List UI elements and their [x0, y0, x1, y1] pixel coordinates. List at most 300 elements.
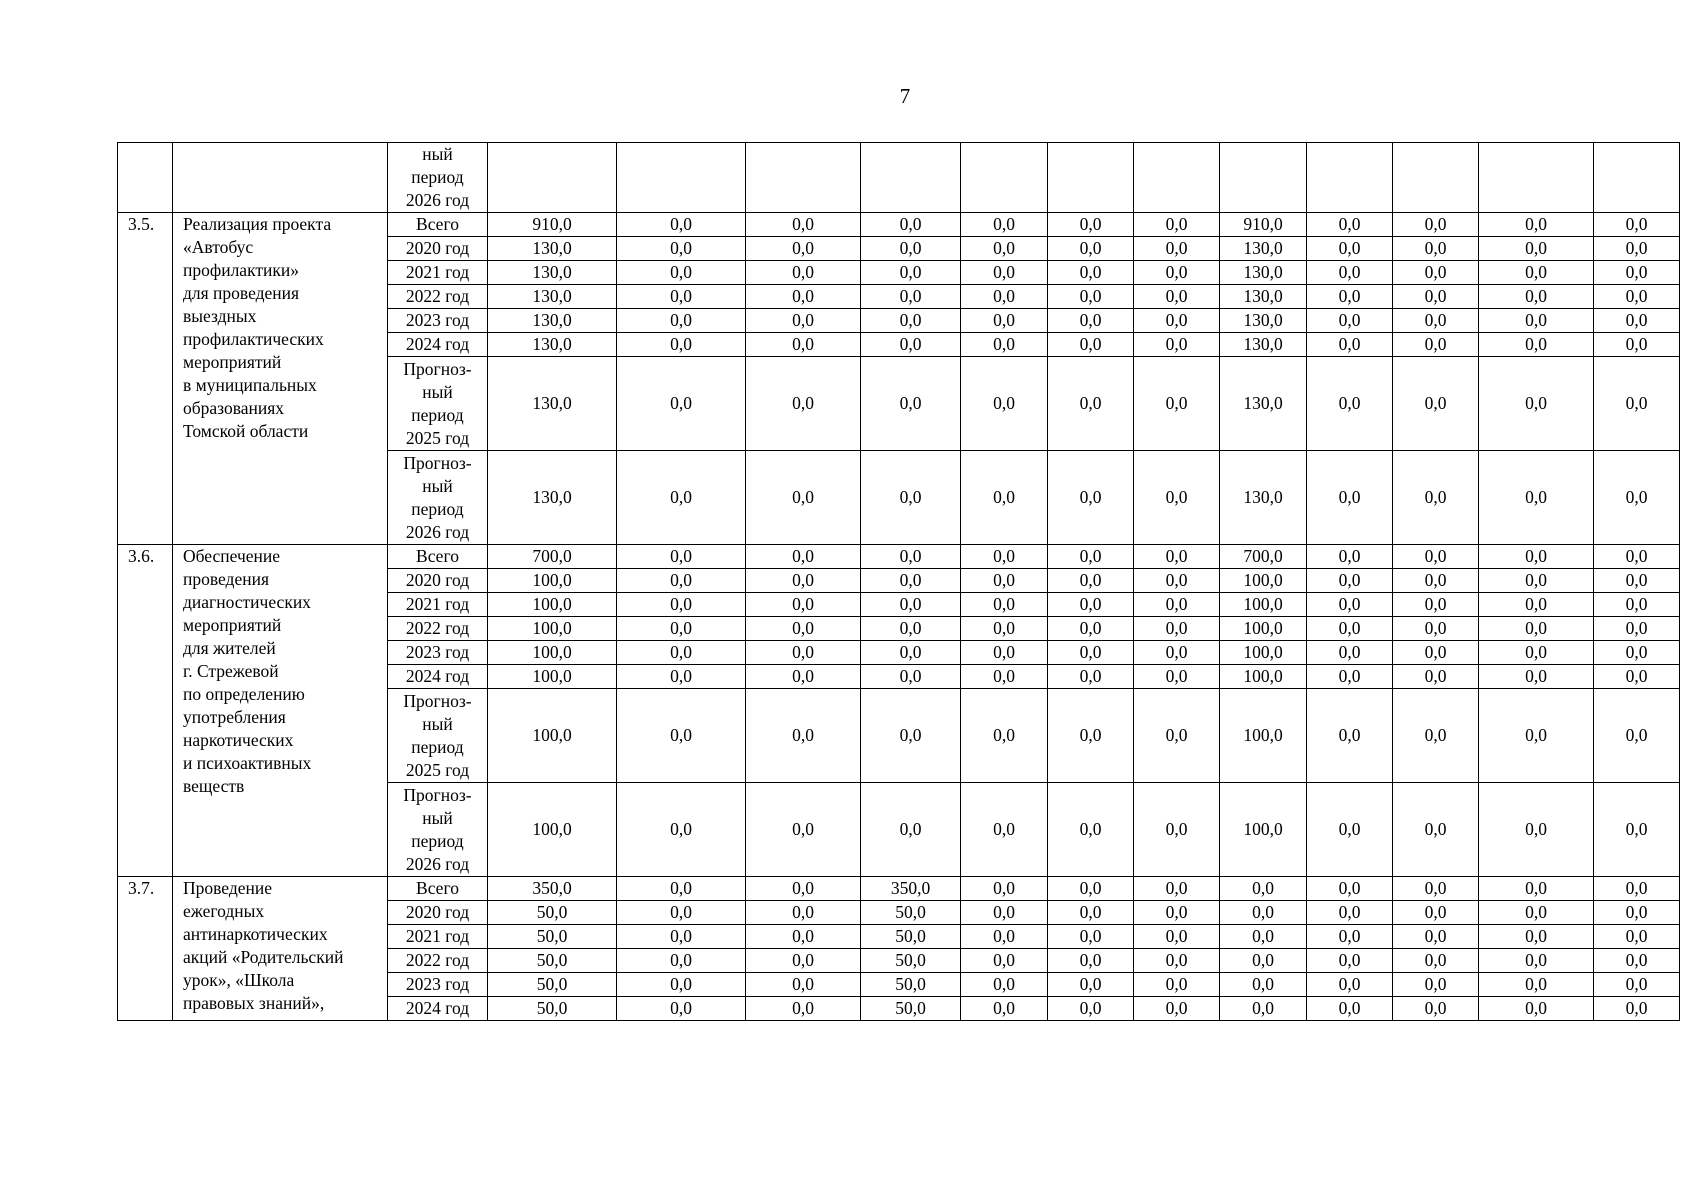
- value-cell: 0,0: [1479, 545, 1594, 569]
- value-cell: 0,0: [1594, 237, 1680, 261]
- value-cell: 0,0: [1220, 877, 1307, 901]
- value-cell: 0,0: [1479, 783, 1594, 877]
- value-cell: 0,0: [1048, 309, 1134, 333]
- value-cell: 0,0: [1048, 901, 1134, 925]
- value-cell: 0,0: [617, 357, 746, 451]
- value-cell: 50,0: [861, 997, 961, 1021]
- value-cell: 0,0: [861, 309, 961, 333]
- value-cell: 0,0: [1134, 877, 1220, 901]
- value-cell: 130,0: [1220, 309, 1307, 333]
- value-cell: 0,0: [1048, 261, 1134, 285]
- value-cell: 0,0: [746, 901, 861, 925]
- empty-cell: [746, 143, 861, 213]
- value-cell: 0,0: [746, 593, 861, 617]
- value-cell: 0,0: [1048, 783, 1134, 877]
- period-cell: 2021 год: [388, 593, 488, 617]
- empty-cell: [617, 143, 746, 213]
- value-cell: 100,0: [488, 569, 617, 593]
- value-cell: 0,0: [1479, 617, 1594, 641]
- value-cell: 0,0: [861, 665, 961, 689]
- value-cell: 0,0: [1307, 451, 1393, 545]
- value-cell: 0,0: [617, 569, 746, 593]
- value-cell: 100,0: [1220, 617, 1307, 641]
- value-cell: 0,0: [961, 237, 1048, 261]
- value-cell: 0,0: [961, 545, 1048, 569]
- value-cell: 0,0: [1479, 925, 1594, 949]
- value-cell: 0,0: [1594, 451, 1680, 545]
- value-cell: 50,0: [861, 973, 961, 997]
- value-cell: 0,0: [1307, 783, 1393, 877]
- value-cell: 0,0: [1594, 617, 1680, 641]
- value-cell: 0,0: [746, 213, 861, 237]
- value-cell: 130,0: [488, 451, 617, 545]
- value-cell: 0,0: [1307, 997, 1393, 1021]
- period-cell: 2022 год: [388, 949, 488, 973]
- table-row: [118, 545, 1680, 569]
- value-cell: 350,0: [861, 877, 961, 901]
- value-cell: 0,0: [617, 285, 746, 309]
- value-cell: 0,0: [1393, 357, 1479, 451]
- value-cell: 0,0: [746, 641, 861, 665]
- period-cell: 2023 год: [388, 641, 488, 665]
- value-cell: 0,0: [1594, 997, 1680, 1021]
- value-cell: 0,0: [1393, 925, 1479, 949]
- value-cell: 100,0: [1220, 689, 1307, 783]
- value-cell: 0,0: [1594, 545, 1680, 569]
- value-cell: 0,0: [961, 925, 1048, 949]
- period-cell: 2020 год: [388, 237, 488, 261]
- value-cell: 0,0: [1594, 569, 1680, 593]
- continuation-num-cell: [118, 143, 173, 213]
- value-cell: 0,0: [1048, 545, 1134, 569]
- value-cell: 0,0: [961, 901, 1048, 925]
- value-cell: 0,0: [1594, 285, 1680, 309]
- value-cell: 0,0: [961, 689, 1048, 783]
- value-cell: 0,0: [961, 213, 1048, 237]
- value-cell: 0,0: [861, 237, 961, 261]
- period-cell: Всего: [388, 877, 488, 901]
- value-cell: 0,0: [1307, 877, 1393, 901]
- value-cell: 0,0: [1134, 617, 1220, 641]
- value-cell: 0,0: [746, 237, 861, 261]
- continuation-row: [118, 143, 1680, 213]
- continuation-name-cell: [173, 143, 388, 213]
- value-cell: 0,0: [1220, 997, 1307, 1021]
- empty-cell: [1594, 143, 1680, 213]
- value-cell: 0,0: [1048, 593, 1134, 617]
- section-name: Реализация проекта «Автобус профилактики» для проведения выездных профилактических мероприятий в муниципальных образованиях Томской области: [173, 213, 388, 545]
- value-cell: 0,0: [617, 261, 746, 285]
- value-cell: 0,0: [1307, 261, 1393, 285]
- value-cell: 0,0: [1479, 309, 1594, 333]
- value-cell: 0,0: [1393, 593, 1479, 617]
- value-cell: 0,0: [861, 593, 961, 617]
- period-cell: 2024 год: [388, 333, 488, 357]
- value-cell: 0,0: [746, 949, 861, 973]
- value-cell: 130,0: [488, 261, 617, 285]
- value-cell: 0,0: [1594, 213, 1680, 237]
- value-cell: 0,0: [1594, 665, 1680, 689]
- value-cell: 0,0: [617, 665, 746, 689]
- value-cell: 0,0: [1134, 997, 1220, 1021]
- value-cell: 0,0: [1393, 949, 1479, 973]
- value-cell: 0,0: [1594, 261, 1680, 285]
- value-cell: 0,0: [1393, 285, 1479, 309]
- value-cell: 0,0: [861, 357, 961, 451]
- value-cell: 0,0: [746, 333, 861, 357]
- value-cell: 0,0: [1307, 949, 1393, 973]
- value-cell: 50,0: [488, 973, 617, 997]
- value-cell: 130,0: [1220, 357, 1307, 451]
- period-cell: Всего: [388, 545, 488, 569]
- value-cell: 0,0: [1594, 309, 1680, 333]
- value-cell: 0,0: [617, 593, 746, 617]
- value-cell: 0,0: [1393, 973, 1479, 997]
- value-cell: 0,0: [1479, 877, 1594, 901]
- value-cell: 50,0: [488, 925, 617, 949]
- value-cell: 0,0: [1594, 949, 1680, 973]
- value-cell: 0,0: [961, 309, 1048, 333]
- value-cell: 0,0: [1393, 545, 1479, 569]
- value-cell: 0,0: [1134, 569, 1220, 593]
- value-cell: 0,0: [1048, 997, 1134, 1021]
- value-cell: 50,0: [488, 949, 617, 973]
- value-cell: 0,0: [1220, 973, 1307, 997]
- value-cell: 0,0: [861, 641, 961, 665]
- value-cell: 0,0: [861, 783, 961, 877]
- period-cell: 2022 год: [388, 617, 488, 641]
- value-cell: 0,0: [1393, 309, 1479, 333]
- value-cell: 0,0: [1134, 949, 1220, 973]
- value-cell: 0,0: [1307, 213, 1393, 237]
- value-cell: 0,0: [617, 997, 746, 1021]
- value-cell: 0,0: [1479, 901, 1594, 925]
- value-cell: 130,0: [1220, 451, 1307, 545]
- value-cell: 0,0: [1479, 451, 1594, 545]
- value-cell: 0,0: [861, 285, 961, 309]
- table-row: [118, 213, 1680, 237]
- value-cell: 0,0: [1307, 357, 1393, 451]
- value-cell: 0,0: [746, 877, 861, 901]
- empty-cell: [961, 143, 1048, 213]
- value-cell: 0,0: [1048, 949, 1134, 973]
- value-cell: 50,0: [488, 997, 617, 1021]
- period-cell: 2024 год: [388, 665, 488, 689]
- value-cell: 0,0: [1393, 569, 1479, 593]
- value-cell: 0,0: [1393, 901, 1479, 925]
- value-cell: 0,0: [1048, 451, 1134, 545]
- value-cell: 100,0: [1220, 569, 1307, 593]
- period-cell: 2023 год: [388, 309, 488, 333]
- value-cell: 0,0: [746, 617, 861, 641]
- value-cell: 0,0: [861, 451, 961, 545]
- value-cell: 0,0: [1048, 213, 1134, 237]
- value-cell: 130,0: [488, 285, 617, 309]
- period-cell: Всего: [388, 213, 488, 237]
- value-cell: 130,0: [1220, 237, 1307, 261]
- value-cell: 130,0: [1220, 285, 1307, 309]
- value-cell: 0,0: [1307, 973, 1393, 997]
- value-cell: 0,0: [1048, 689, 1134, 783]
- value-cell: 0,0: [746, 783, 861, 877]
- value-cell: 0,0: [746, 357, 861, 451]
- value-cell: 0,0: [961, 783, 1048, 877]
- value-cell: 0,0: [961, 949, 1048, 973]
- value-cell: 100,0: [1220, 665, 1307, 689]
- value-cell: 0,0: [961, 261, 1048, 285]
- value-cell: 0,0: [617, 617, 746, 641]
- period-cell: 2024 год: [388, 997, 488, 1021]
- value-cell: 0,0: [1048, 925, 1134, 949]
- period-cell: Прогноз- ный период 2026 год: [388, 451, 488, 545]
- continuation-period-cell: ный период 2026 год: [388, 143, 488, 213]
- value-cell: 0,0: [1479, 285, 1594, 309]
- value-cell: 0,0: [617, 309, 746, 333]
- value-cell: 0,0: [1479, 973, 1594, 997]
- value-cell: 0,0: [1048, 665, 1134, 689]
- value-cell: 0,0: [1134, 309, 1220, 333]
- section-name: Обеспечение проведения диагностических мероприятий для жителей г. Стрежевой по определению употребления наркотических и психоактивных веществ: [173, 545, 388, 877]
- value-cell: 0,0: [1307, 925, 1393, 949]
- value-cell: 0,0: [1393, 261, 1479, 285]
- period-cell: Прогноз- ный период 2026 год: [388, 783, 488, 877]
- page-number: 7: [899, 84, 911, 108]
- value-cell: 0,0: [1393, 213, 1479, 237]
- value-cell: 0,0: [1594, 689, 1680, 783]
- value-cell: 0,0: [746, 689, 861, 783]
- value-cell: 0,0: [1307, 617, 1393, 641]
- value-cell: 0,0: [1048, 333, 1134, 357]
- section-number: 3.5.: [118, 213, 173, 545]
- value-cell: 0,0: [1307, 237, 1393, 261]
- value-cell: 910,0: [1220, 213, 1307, 237]
- value-cell: 0,0: [961, 877, 1048, 901]
- value-cell: 0,0: [617, 925, 746, 949]
- value-cell: 0,0: [861, 333, 961, 357]
- period-cell: Прогноз- ный период 2025 год: [388, 357, 488, 451]
- value-cell: 0,0: [746, 261, 861, 285]
- value-cell: 0,0: [1134, 665, 1220, 689]
- value-cell: 0,0: [746, 569, 861, 593]
- table-row: [118, 877, 1680, 901]
- value-cell: 0,0: [1048, 973, 1134, 997]
- period-cell: 2022 год: [388, 285, 488, 309]
- value-cell: 0,0: [1220, 949, 1307, 973]
- value-cell: 0,0: [1479, 237, 1594, 261]
- value-cell: 100,0: [488, 783, 617, 877]
- value-cell: 0,0: [961, 641, 1048, 665]
- value-cell: 0,0: [861, 569, 961, 593]
- value-cell: 0,0: [617, 783, 746, 877]
- period-cell: 2020 год: [388, 901, 488, 925]
- value-cell: 0,0: [861, 261, 961, 285]
- value-cell: 0,0: [1307, 285, 1393, 309]
- period-cell: Прогноз- ный период 2025 год: [388, 689, 488, 783]
- value-cell: 130,0: [488, 237, 617, 261]
- value-cell: 0,0: [861, 689, 961, 783]
- value-cell: 0,0: [1134, 451, 1220, 545]
- value-cell: 0,0: [746, 451, 861, 545]
- value-cell: 100,0: [488, 617, 617, 641]
- value-cell: 0,0: [1393, 689, 1479, 783]
- value-cell: 0,0: [961, 357, 1048, 451]
- value-cell: 50,0: [488, 901, 617, 925]
- value-cell: 0,0: [1134, 973, 1220, 997]
- empty-cell: [861, 143, 961, 213]
- value-cell: 0,0: [961, 451, 1048, 545]
- value-cell: 0,0: [1479, 261, 1594, 285]
- value-cell: 0,0: [1479, 997, 1594, 1021]
- value-cell: 0,0: [746, 665, 861, 689]
- value-cell: 50,0: [861, 925, 961, 949]
- value-cell: 0,0: [1048, 357, 1134, 451]
- table-body: [118, 143, 1680, 1021]
- value-cell: 350,0: [488, 877, 617, 901]
- value-cell: 0,0: [861, 545, 961, 569]
- value-cell: 130,0: [488, 309, 617, 333]
- value-cell: 0,0: [1594, 877, 1680, 901]
- budget-table: [117, 142, 1680, 1021]
- value-cell: 130,0: [1220, 333, 1307, 357]
- section-number: 3.7.: [118, 877, 173, 1021]
- value-cell: 0,0: [1307, 309, 1393, 333]
- value-cell: 0,0: [1307, 665, 1393, 689]
- value-cell: 0,0: [961, 593, 1048, 617]
- value-cell: 0,0: [1594, 333, 1680, 357]
- value-cell: 0,0: [617, 949, 746, 973]
- value-cell: 0,0: [1479, 333, 1594, 357]
- value-cell: 100,0: [488, 665, 617, 689]
- value-cell: 0,0: [1134, 641, 1220, 665]
- value-cell: 0,0: [1307, 569, 1393, 593]
- value-cell: 0,0: [1220, 925, 1307, 949]
- value-cell: 0,0: [746, 925, 861, 949]
- value-cell: 0,0: [1307, 333, 1393, 357]
- value-cell: 0,0: [1479, 949, 1594, 973]
- value-cell: 0,0: [1393, 783, 1479, 877]
- value-cell: 0,0: [1393, 237, 1479, 261]
- value-cell: 0,0: [1594, 641, 1680, 665]
- value-cell: 0,0: [617, 213, 746, 237]
- value-cell: 0,0: [746, 285, 861, 309]
- value-cell: 50,0: [861, 949, 961, 973]
- value-cell: 0,0: [617, 333, 746, 357]
- period-cell: 2021 год: [388, 261, 488, 285]
- value-cell: 130,0: [1220, 261, 1307, 285]
- value-cell: 0,0: [1393, 877, 1479, 901]
- value-cell: 0,0: [1048, 617, 1134, 641]
- value-cell: 0,0: [961, 617, 1048, 641]
- value-cell: 0,0: [1134, 357, 1220, 451]
- section-name: Проведение ежегодных антинаркотических акций «Родительский урок», «Школа правовых знаний»,: [173, 877, 388, 1021]
- value-cell: 0,0: [961, 665, 1048, 689]
- value-cell: 0,0: [1479, 569, 1594, 593]
- value-cell: 0,0: [1134, 593, 1220, 617]
- empty-cell: [1307, 143, 1393, 213]
- value-cell: 100,0: [488, 641, 617, 665]
- value-cell: 0,0: [1594, 973, 1680, 997]
- value-cell: 0,0: [617, 901, 746, 925]
- value-cell: 0,0: [961, 973, 1048, 997]
- value-cell: 0,0: [1393, 333, 1479, 357]
- empty-cell: [488, 143, 617, 213]
- empty-cell: [1048, 143, 1134, 213]
- period-cell: 2020 год: [388, 569, 488, 593]
- value-cell: 0,0: [1048, 877, 1134, 901]
- value-cell: 0,0: [961, 333, 1048, 357]
- value-cell: 0,0: [1594, 357, 1680, 451]
- value-cell: 0,0: [1479, 689, 1594, 783]
- value-cell: 910,0: [488, 213, 617, 237]
- value-cell: 0,0: [1479, 593, 1594, 617]
- value-cell: 0,0: [1307, 689, 1393, 783]
- value-cell: 0,0: [1393, 997, 1479, 1021]
- value-cell: 130,0: [488, 333, 617, 357]
- value-cell: 0,0: [1594, 783, 1680, 877]
- value-cell: 0,0: [1134, 925, 1220, 949]
- value-cell: 0,0: [1134, 285, 1220, 309]
- value-cell: 0,0: [1479, 213, 1594, 237]
- value-cell: 0,0: [1307, 641, 1393, 665]
- value-cell: 50,0: [861, 901, 961, 925]
- empty-cell: [1134, 143, 1220, 213]
- value-cell: 0,0: [617, 973, 746, 997]
- value-cell: 130,0: [488, 357, 617, 451]
- value-cell: 0,0: [746, 973, 861, 997]
- value-cell: 0,0: [961, 285, 1048, 309]
- value-cell: 0,0: [617, 545, 746, 569]
- value-cell: 0,0: [1134, 783, 1220, 877]
- empty-cell: [1220, 143, 1307, 213]
- empty-cell: [1479, 143, 1594, 213]
- value-cell: 0,0: [961, 569, 1048, 593]
- value-cell: 0,0: [746, 545, 861, 569]
- value-cell: 100,0: [1220, 593, 1307, 617]
- value-cell: 0,0: [746, 309, 861, 333]
- value-cell: 700,0: [488, 545, 617, 569]
- value-cell: 0,0: [1479, 665, 1594, 689]
- value-cell: 0,0: [1048, 641, 1134, 665]
- value-cell: 100,0: [488, 593, 617, 617]
- value-cell: 700,0: [1220, 545, 1307, 569]
- value-cell: 0,0: [1393, 641, 1479, 665]
- value-cell: 0,0: [1594, 901, 1680, 925]
- value-cell: 0,0: [1594, 925, 1680, 949]
- value-cell: 0,0: [617, 689, 746, 783]
- section-number: 3.6.: [118, 545, 173, 877]
- value-cell: 0,0: [961, 997, 1048, 1021]
- value-cell: 0,0: [1134, 901, 1220, 925]
- value-cell: 0,0: [1048, 285, 1134, 309]
- value-cell: 0,0: [1307, 545, 1393, 569]
- value-cell: 0,0: [1393, 617, 1479, 641]
- value-cell: 0,0: [1134, 333, 1220, 357]
- value-cell: 0,0: [1220, 901, 1307, 925]
- value-cell: 0,0: [1048, 569, 1134, 593]
- value-cell: 0,0: [1307, 901, 1393, 925]
- value-cell: 100,0: [488, 689, 617, 783]
- value-cell: 0,0: [617, 237, 746, 261]
- empty-cell: [1393, 143, 1479, 213]
- value-cell: 0,0: [617, 641, 746, 665]
- value-cell: 0,0: [861, 617, 961, 641]
- value-cell: 0,0: [617, 451, 746, 545]
- value-cell: 0,0: [1134, 213, 1220, 237]
- value-cell: 100,0: [1220, 641, 1307, 665]
- value-cell: 0,0: [1134, 545, 1220, 569]
- value-cell: 100,0: [1220, 783, 1307, 877]
- value-cell: 0,0: [1307, 593, 1393, 617]
